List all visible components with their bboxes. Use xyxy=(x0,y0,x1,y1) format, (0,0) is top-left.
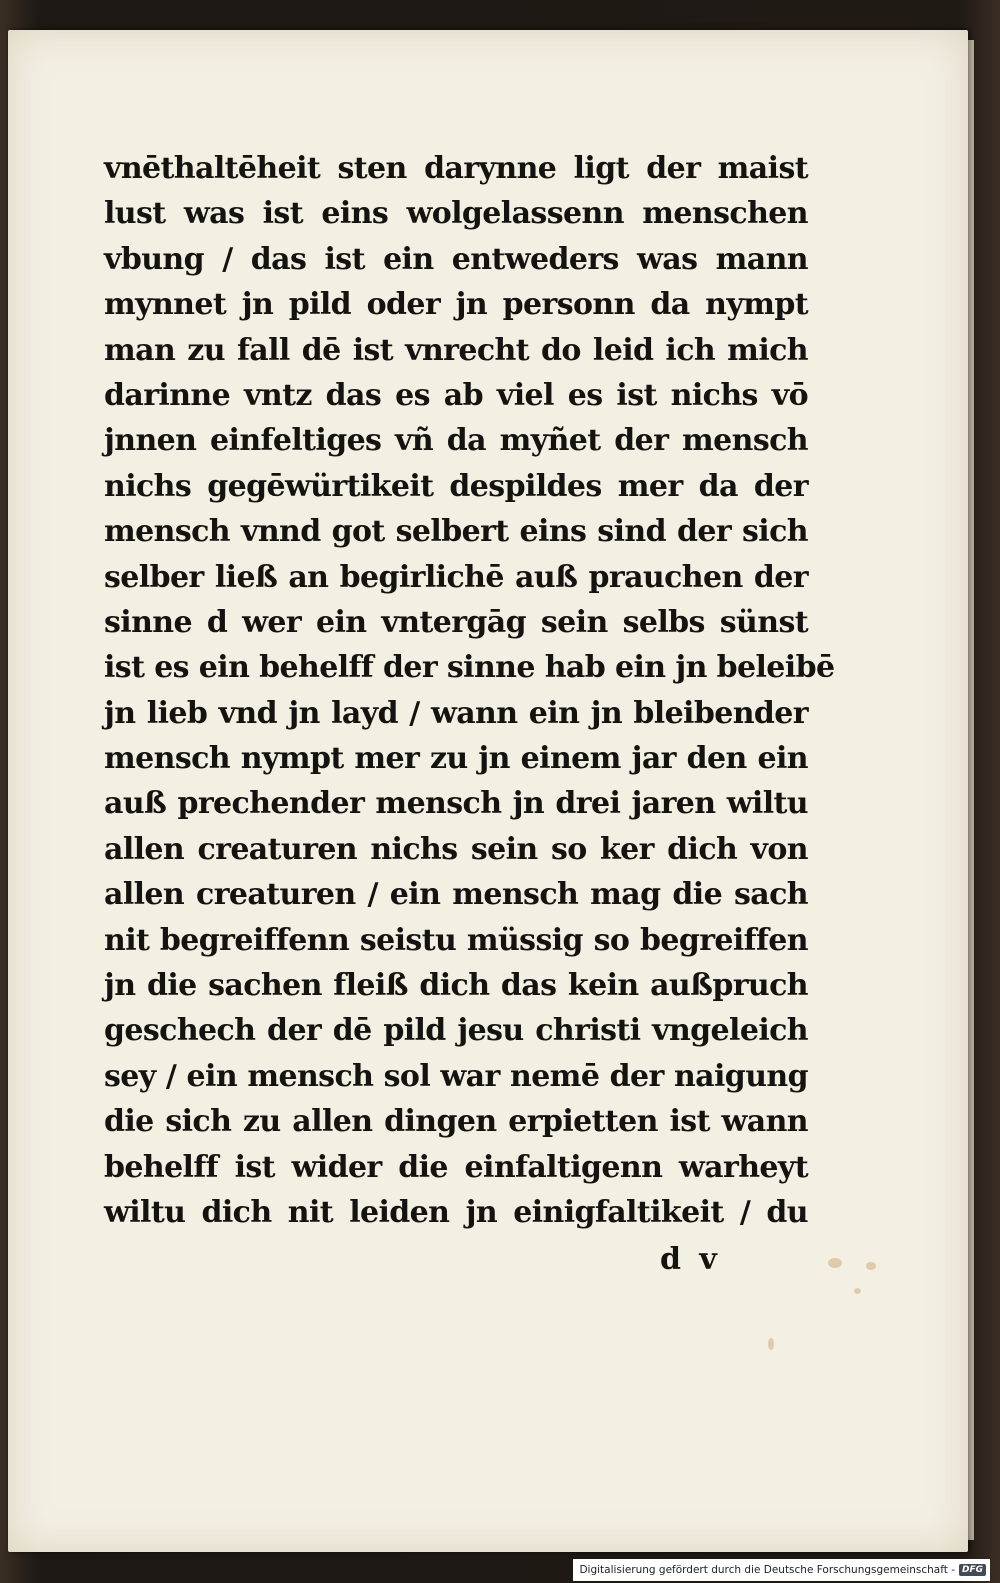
text-line: lust was ist eins wolgelassenn menschen xyxy=(104,196,808,232)
text-line: jnnen einfeltiges vñ da myñet der mensch xyxy=(104,423,808,459)
text-line: ist es ein behelff der sinne hab ein jn beleibē xyxy=(104,650,835,686)
page-edge xyxy=(968,40,974,1540)
text-line: mynnet jn pild oder jn personn da nympt xyxy=(104,287,808,323)
text-line: man zu fall dē ist vnrecht do leid ich mich xyxy=(104,332,808,368)
text-line: allen creaturen / ein mensch mag die sach xyxy=(104,877,808,913)
text-line: darinne vntz das es ab viel es ist nichs vō xyxy=(104,377,808,413)
text-line: sinne d wer ein vntergāg sein selbs sünst xyxy=(104,604,808,640)
text-line: mensch nympt mer zu jn einem jar den ein xyxy=(104,741,808,777)
foxing-spot xyxy=(828,1258,842,1268)
text-line: vbung / das ist ein entweders was mann xyxy=(104,241,808,277)
text-line: sey / ein mensch sol war nemē der naigung xyxy=(104,1058,808,1094)
foxing-spot xyxy=(866,1262,876,1270)
text-line: mensch vnnd got selbert eins sind der sich xyxy=(104,514,808,550)
text-line: jn die sachen fleiß dich das kein außpruch xyxy=(104,968,808,1004)
text-line: geschech der dē pild jesu christi vngeleich xyxy=(104,1013,808,1049)
foxing-spot xyxy=(854,1288,861,1294)
text-line: wiltu dich nit leiden jn einigfaltikeit / du xyxy=(104,1194,808,1230)
footer-credit: Digitalisierung gefördert durch die Deutsche Forschungsgemeinschaft - xyxy=(579,1564,955,1576)
text-line: die sich zu allen dingen erpietten ist wann xyxy=(104,1104,808,1140)
dfg-logo-icon: DFG xyxy=(959,1564,986,1576)
text-line: auß prechender mensch jn drei jaren wiltu xyxy=(104,786,808,822)
text-line: selber ließ an begirlichē auß prauchen der xyxy=(104,559,808,595)
text-block xyxy=(104,146,835,1235)
text-line: nichs gegēwürtikeit despildes mer da der xyxy=(104,468,808,504)
foxing-spot xyxy=(768,1338,774,1350)
text-line: jn lieb vnd jn layd / wann ein jn bleibender xyxy=(104,695,808,731)
digitization-footer xyxy=(573,1559,990,1581)
text-line: allen creaturen nichs sein so ker dich von xyxy=(104,831,808,867)
text-line: behelff ist wider die einfaltigenn warheyt xyxy=(104,1149,808,1185)
signature-mark: d v xyxy=(660,1242,721,1277)
text-line: vnēthaltēheit sten darynne ligt der maist xyxy=(104,151,808,186)
text-line: nit begreiffenn seistu müssig so begreiffen xyxy=(104,922,808,958)
